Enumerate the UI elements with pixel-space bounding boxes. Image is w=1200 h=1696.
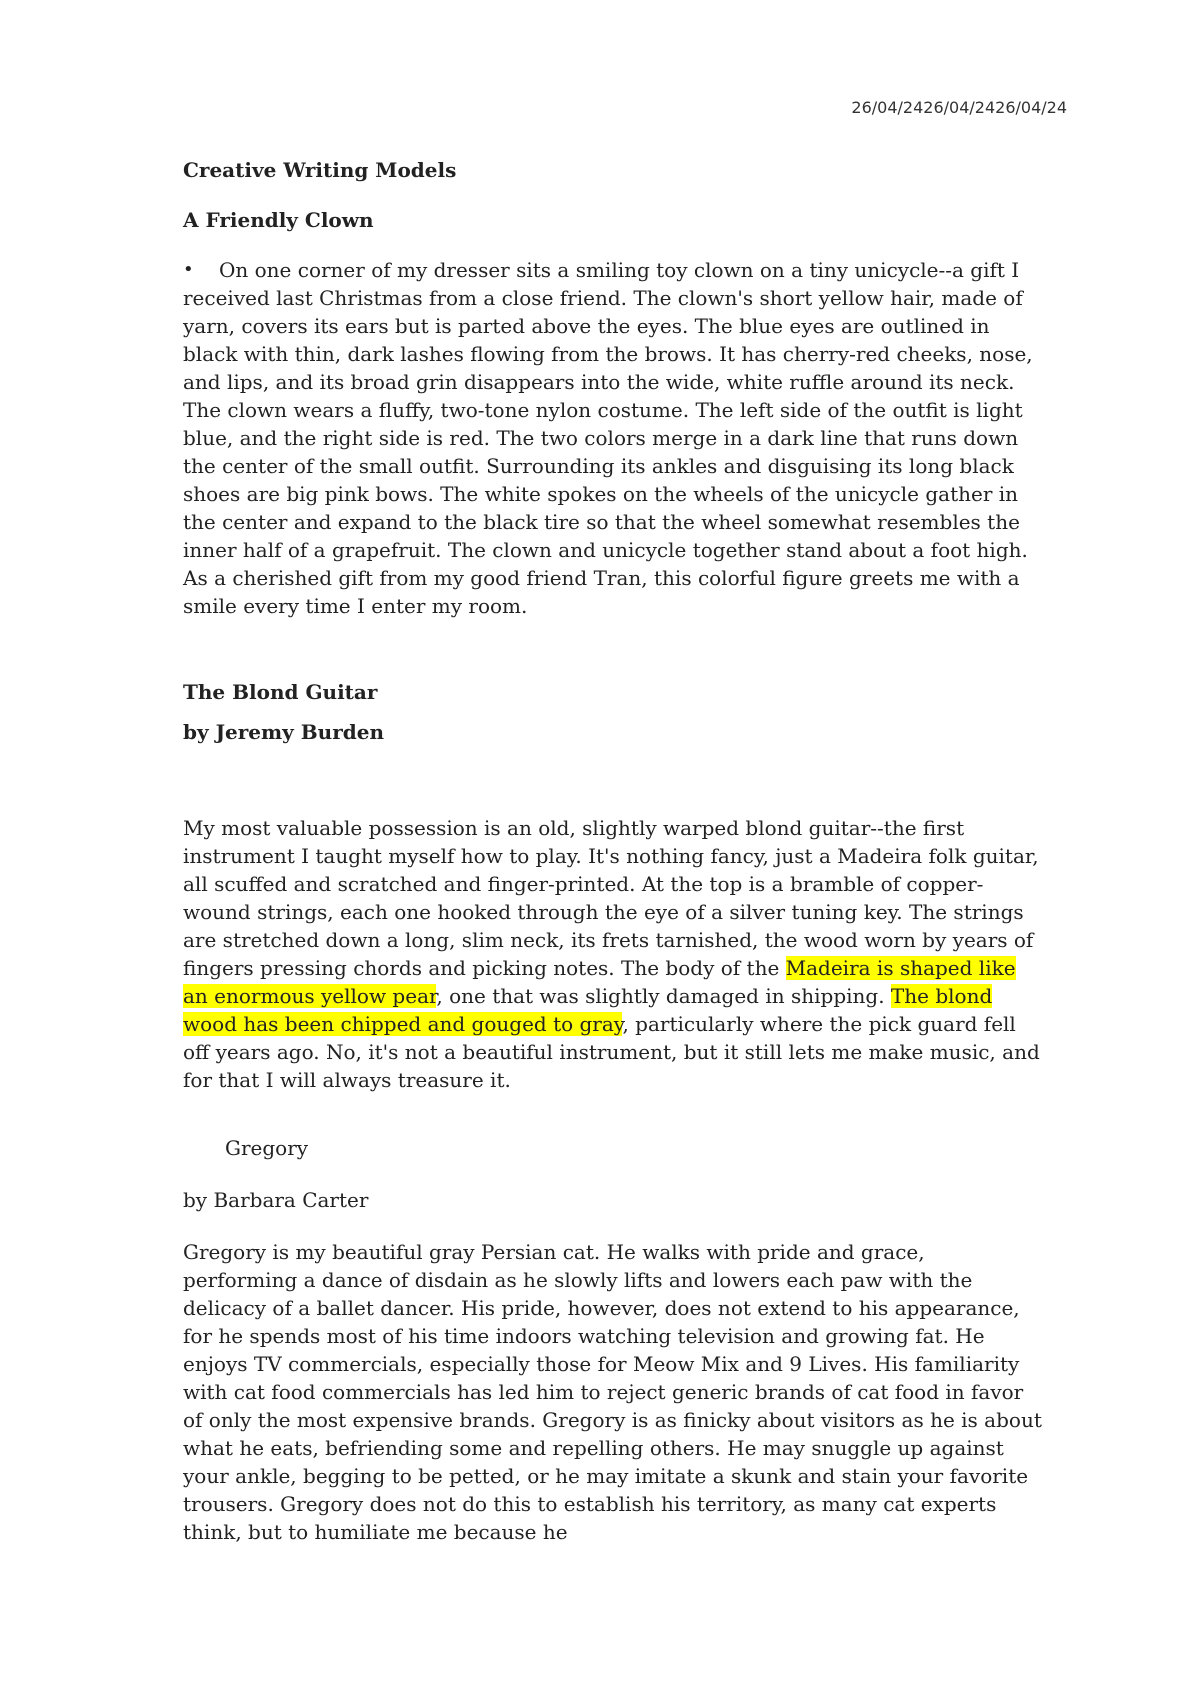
guitar-highlight-2: The blond wood has been chipped and gouged to gray [183,984,993,1036]
gregory-paragraph: Gregory is my beautiful gray Persian cat. He walks with pride and grace, performing a dance of disdain as he slowly lifts and lowers each paw with the delicacy of a ballet dancer. His pride, however, does not extend to his appearance, for he spends most of his time indoors watching television and growing fat. He enjoys TV commercials, especially those for Meow Mix and 9 Lives. His familiarity with cat food commercials has led him to reject generic brands of cat food in favor of only the most expensive brands. Gregory is as finicky about visitors as he is about what he eats, befriending some and repelling others. He may snuggle up against your ankle, begging to be petted, or he may imitate a skunk and stain your favorite trousers. Gregory does not do this to establish his territory, as many cat experts think, but to humiliate me because he [183,1240,1042,1544]
guitar-highlight-1: Madeira is shaped like an enormous yellow pear [183,956,1016,1008]
guitar-paragraph [183,814,1043,1094]
clown-paragraph [183,256,1043,620]
document-body [183,156,1043,1546]
document-title: Creative Writing Models [183,158,457,182]
header-date: 26/04/2426/04/2426/04/24 [851,98,1067,117]
section-title-blond-guitar: The Blond Guitar [183,680,378,704]
bullet-icon: • [183,259,194,280]
section-title-gregory: Gregory [225,1136,309,1160]
section-title-friendly-clown: A Friendly Clown [183,208,374,232]
guitar-text-part3: , particularly where the pick guard fell off years ago. No, it's not a beautiful instrument, but it still lets me make music, and for that I will always treasure it. [183,1012,1040,1092]
guitar-text-part1: My most valuable possession is an old, slightly warped blond guitar--the first instrument I taught myself how to play. It's nothing fancy, just a Madeira folk guitar, all scuffed and scratched and finger-printed. At the top is a bramble of copper-wound strings, each one hooked through the eye of a silver tuning key. The strings are stretched down a long, slim neck, its frets tarnished, the wood worn by years of fingers pressing chords and picking notes. The body of the [183,816,1039,980]
clown-paragraph-text: On one corner of my dresser sits a smiling toy clown on a tiny unicycle--a gift I received last Christmas from a close friend. The clown's short yellow hair, made of yarn, covers its ears but is parted above the eyes. The blue eyes are outlined in black with thin, dark lashes flowing from the brows. It has cherry-red cheeks, nose, and lips, and its broad grin disappears into the wide, white ruffle around its neck. The clown wears a fluffy, two-tone nylon costume. The left side of the outfit is light blue, and the right side is red. The two colors merge in a dark line that runs down the center of the small outfit. Surrounding its ankles and disguising its long black shoes are big pink bows. The white spokes on the wheels of the unicycle gather in the center and expand to the black tire so that the wheel somewhat resembles the inner half of a grapefruit. The clown and unicycle together stand about a foot high. As a cherished gift from my good friend Tran, this colorful figure greets me with a smile every time I enter my room. [183,258,1033,618]
author-barbara-carter: by Barbara Carter [183,1188,369,1212]
guitar-text-part2: , one that was slightly damaged in shipping. [436,984,891,1008]
author-jeremy-burden: by Jeremy Burden [183,720,384,744]
